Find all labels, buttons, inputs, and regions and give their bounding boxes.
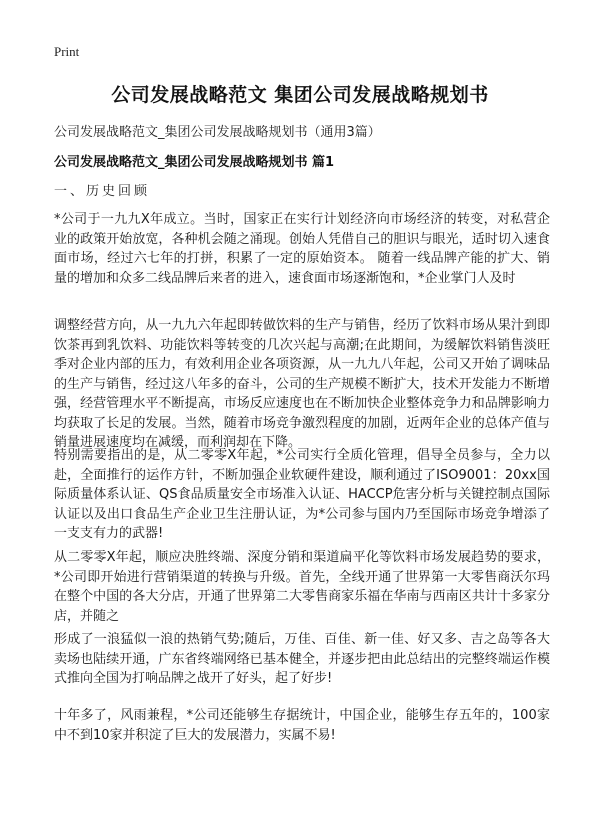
paragraph: *公司于一九九X年成立。当时，国家正在实行计划经济向市场经济的转变，对私营企业的政策开始放宽，各种机会随之涌现。创始人凭借自己的胆识与眼光，适时切入速食面市场，经过六七年的打拼，积累了一定的原始资本。 随着一线品牌产能的扩大、销量的增加和众多二线品牌后来者的进入，速食面市场逐渐饱和，*企业掌门人及时: [54, 212, 550, 286]
paragraph: 特别需要指出的是，从二零零X年起，*公司实行全质化管理，倡导全员参与，全力以赴，全面推行的运作方针，不断加强企业软硬件建设，顺利通过了ISO9001：20xx国际质量体系认证、QS食品质量安全市场准入认证、HACCP危害分析与关键控制点国际认证以及出口食品生产企业卫生注册认证，为*公司参与国内乃至国际市场竞争增添了一支支有力的武器!: [54, 448, 550, 541]
paragraph: 从二零零X年起，顺应决胜终端、深度分销和渠道扁平化等饮料市场发展趋势的要求，*公司即开始进行营销渠道的转换与升级。首先，全线开通了世界第一大零售商沃尔玛在整个中国的各大分店，开通了世界第二大零售商家乐福在华南与西南区共计十多家分店，并随之: [54, 550, 550, 624]
article-heading: 公司发展战略范文_集团公司发展战略规划书 篇1: [54, 155, 335, 170]
paragraph: 形成了一浪猛似一浪的热销气势;随后，万佳、百佳、新一佳、好又多、吉之岛等各大卖场也陆续开通，广东省终端网络已基本健全，并逐步把由此总结出的完整终端运作模式推向全国为打响品牌之战开了好头，起了好步!: [54, 632, 550, 686]
section-heading: 一、历史回顾: [54, 184, 151, 199]
paragraph: 调整经营方向，从一九九六年起即转做饮料的生产与销售，经历了饮料市场从果汁到即饮茶再到乳饮料、功能饮料等转变的几次兴起与高潮;在此期间，为缓解饮料销售淡旺季对企业内部的压力，有效利用企业各项资源，从一九九八年起，公司又开始了调味品的生产与销售，经过这八年多的奋斗，公司的生产规模不断扩大，技术开发能力不断增强，经营管理水平不断提高，市场反应速度也在不断加快企业整体竞争力和品牌影响力均获取了长足的发展。当然，随着市场竞争激烈程度的加剧，近两年企业的总体产值与销量进展速度均在减缓，而利润却在下降。: [54, 318, 550, 450]
document-subtitle: 公司发展战略范文_集团公司发展战略规划书（通用3篇）: [54, 125, 381, 140]
paragraph: 十年多了，风雨兼程，*公司还能够生存据统计，中国企业，能够生存五年的，100家中不到10家并积淀了巨大的发展潜力，实属不易!: [54, 708, 550, 743]
document-title: 公司发展战略范文 集团公司发展战略规划书: [111, 84, 489, 106]
print-label: Print: [54, 44, 80, 59]
